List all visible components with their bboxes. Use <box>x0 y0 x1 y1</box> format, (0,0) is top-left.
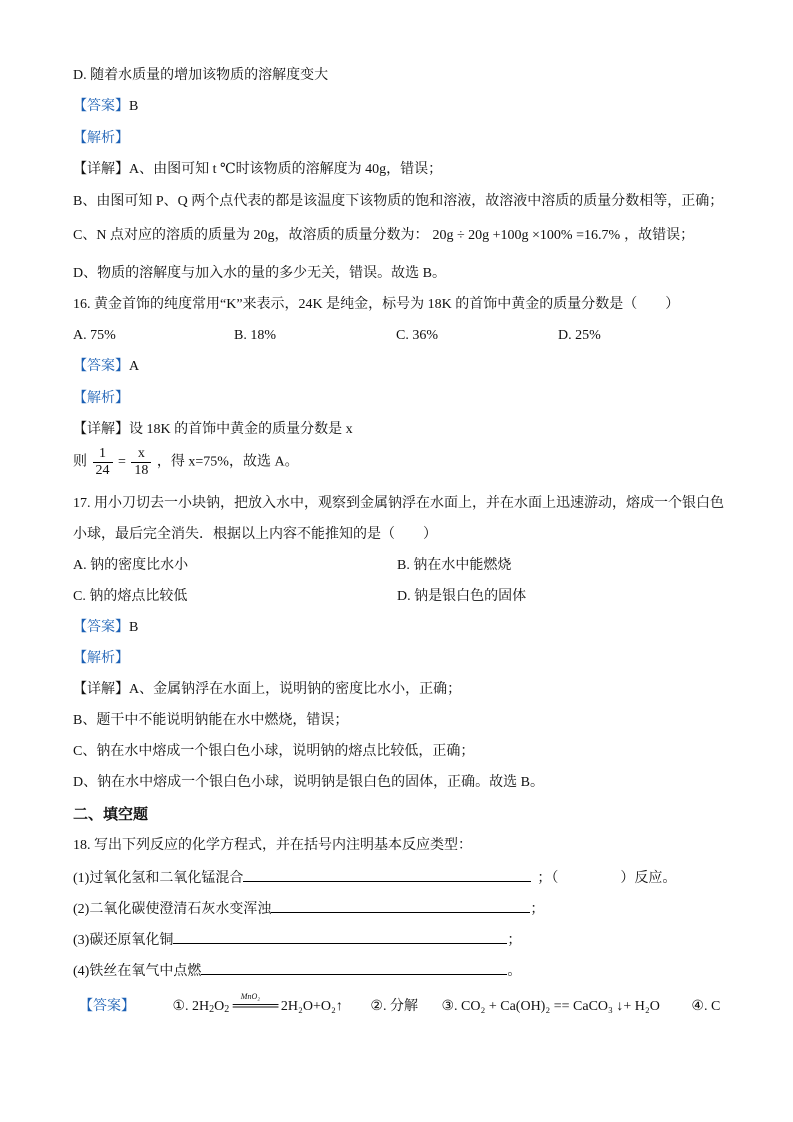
answer-tag: 【答案】 <box>73 99 129 114</box>
q17-detail-d: D、钠在水中熔成一个银白色小球，说明钠是银白色的固体，正确。故选 B。 <box>73 775 544 790</box>
q15-detail-d: D、物质的溶解度与加入水的量的多少无关，错误。故选 B。 <box>73 266 446 281</box>
answer-blank-1[interactable] <box>243 867 531 882</box>
fraction-1 <box>93 446 113 479</box>
q17-stem-2: 小球，最后完全消失．根据以上内容不能推知的是（ ） <box>73 527 437 542</box>
answer-value: A <box>129 359 140 374</box>
analysis-tag: 【解析】 <box>73 391 129 406</box>
q16-option-c: C. 36% <box>396 328 438 343</box>
fraction-2-numerator: x <box>131 446 151 463</box>
answer-blank-4[interactable] <box>201 960 507 975</box>
item-3-tail: ； <box>507 933 522 948</box>
q15-detail-a <box>73 160 442 180</box>
q16-detail <box>73 420 353 440</box>
answer-1-product: 2H₂O+O₂↑ <box>277 999 343 1014</box>
q16-option-b: B. 18% <box>234 328 276 343</box>
q17-option-a: A. 钠的密度比水小 <box>73 558 189 573</box>
q18-item-2 <box>73 898 544 920</box>
q17-stem-1: 17. 用小刀切去一小块钠，把放入水中，观察到金属钠浮在水面上，并在水面上迅速游动，熔成一个银白色 <box>73 496 724 511</box>
section-heading: 二、填空题 <box>73 807 149 823</box>
answer-4: ④. C <box>691 999 721 1014</box>
item-4-tail: 。 <box>507 964 522 979</box>
q17-option-d: D. 钠是银白色的固体 <box>397 589 527 604</box>
q17-detail-c: C、钠在水中熔成一个银白色小球，说明钠的熔点比较低，正确； <box>73 744 475 759</box>
detail-tag: 【详解】 <box>73 422 129 437</box>
q15-option-d: D. 随着水质量的增加该物质的溶解度变大 <box>73 68 329 83</box>
item-1-text: (1)过氧化氢和二氧化锰混合 <box>73 871 244 886</box>
analysis-tag: 【解析】 <box>73 131 129 146</box>
detail-tag: 【详解】 <box>73 682 129 697</box>
equals-sign: = <box>118 454 126 470</box>
answer-1-label: ①. 2H <box>172 999 210 1014</box>
q17-option-c: C. 钠的熔点比较低 <box>73 589 188 604</box>
reaction-arrow: ═════ <box>232 999 278 1014</box>
detail-c-pre: C、N 点对应的溶质的质量为 20g，故溶质的质量分数为： <box>73 228 429 243</box>
answer-1-o: O <box>214 999 225 1014</box>
catalyst-label: MnO₂ <box>240 992 261 1001</box>
answer-tag: 【答案】 <box>73 620 129 635</box>
answer-tag: 【答案】 <box>79 999 135 1014</box>
answer-1-sub-1: 2 <box>209 1004 215 1015</box>
answer-3: ③. CO₂ + Ca(OH)₂ == CaCO₃ ↓+ H₂O <box>441 999 660 1014</box>
answer-tag: 【答案】 <box>73 359 129 374</box>
ze-text: 则 <box>73 454 87 470</box>
item-4-text: (4)铁丝在氧气中点燃 <box>73 964 202 979</box>
q17-analysis-tag <box>73 649 129 669</box>
q15-analysis-tag <box>73 129 129 149</box>
fraction-2 <box>131 446 151 479</box>
q16-option-a: A. 75% <box>73 328 116 343</box>
answer-value: B <box>129 620 139 635</box>
q16-option-d: D. 25% <box>558 328 601 343</box>
item-1-tail-a: ；（ <box>537 871 559 886</box>
q16-stem: 16. 黄金首饰的纯度常用“K”来表示，24K 是纯金，标号为 18K 的首饰中黄金的质量分数是（ ） <box>73 297 680 312</box>
detail-c-post: ，故错误； <box>624 228 695 243</box>
q17-detail-a <box>73 680 461 700</box>
answer-2: ②. 分解 <box>370 999 418 1014</box>
item-3-text: (3)碳还原氧化铜 <box>73 933 174 948</box>
fraction-2-denominator: 18 <box>134 463 149 478</box>
answer-value: B <box>129 99 139 114</box>
item-2-text: (2)二氧化碳使澄清石灰水变浑浊 <box>73 902 272 917</box>
item-2-tail: ； <box>530 902 545 917</box>
detail-tag: 【详解】 <box>73 162 129 177</box>
fraction-1-denominator: 24 <box>95 463 110 478</box>
q18-answer <box>79 992 721 1020</box>
q18-stem: 18. 写出下列反应的化学方程式，并在括号内注明基本反应类型： <box>73 838 472 853</box>
catalyst-arrow <box>232 992 278 1017</box>
answer-blank-3[interactable] <box>173 929 507 944</box>
q15-detail-b: B、由图可知 P、Q 两个点代表的都是该温度下该物质的饱和溶液，故溶液中溶质的质量分数相等，正确； <box>73 194 724 209</box>
answer-1-sub-2: 2 <box>224 1004 230 1015</box>
answer-1 <box>172 992 347 1015</box>
formula-c: 20g ÷ 20g +100g ×100% =16.7% <box>432 228 621 243</box>
detail-text: 设 18K 的首饰中黄金的质量分数是 x <box>129 422 353 437</box>
q17-answer <box>73 618 138 638</box>
q16-fraction-line <box>73 446 299 479</box>
fraction-result: ，得 x=75%，故选 A。 <box>156 454 299 470</box>
q16-answer <box>73 357 139 377</box>
detail-text: A、金属钠浮在水面上，说明钠的密度比水小，正确； <box>129 682 462 697</box>
q15-answer <box>73 97 138 117</box>
q18-item-4 <box>73 960 521 982</box>
analysis-tag: 【解析】 <box>73 651 129 666</box>
q15-detail-c <box>73 226 694 246</box>
detail-text: A、由图可知 t ℃时该物质的溶解度为 40g，错误； <box>129 162 443 177</box>
answer-blank-2[interactable] <box>271 898 530 913</box>
item-1-tail-b: ）反应。 <box>620 871 677 886</box>
q18-item-1 <box>73 867 676 889</box>
q17-option-b: B. 钠在水中能燃烧 <box>397 558 512 573</box>
fraction-1-numerator: 1 <box>93 446 113 463</box>
q17-detail-b: B、题干中不能说明钠能在水中燃烧，错误； <box>73 713 349 728</box>
q18-item-3 <box>73 929 521 951</box>
q16-analysis-tag <box>73 389 129 409</box>
